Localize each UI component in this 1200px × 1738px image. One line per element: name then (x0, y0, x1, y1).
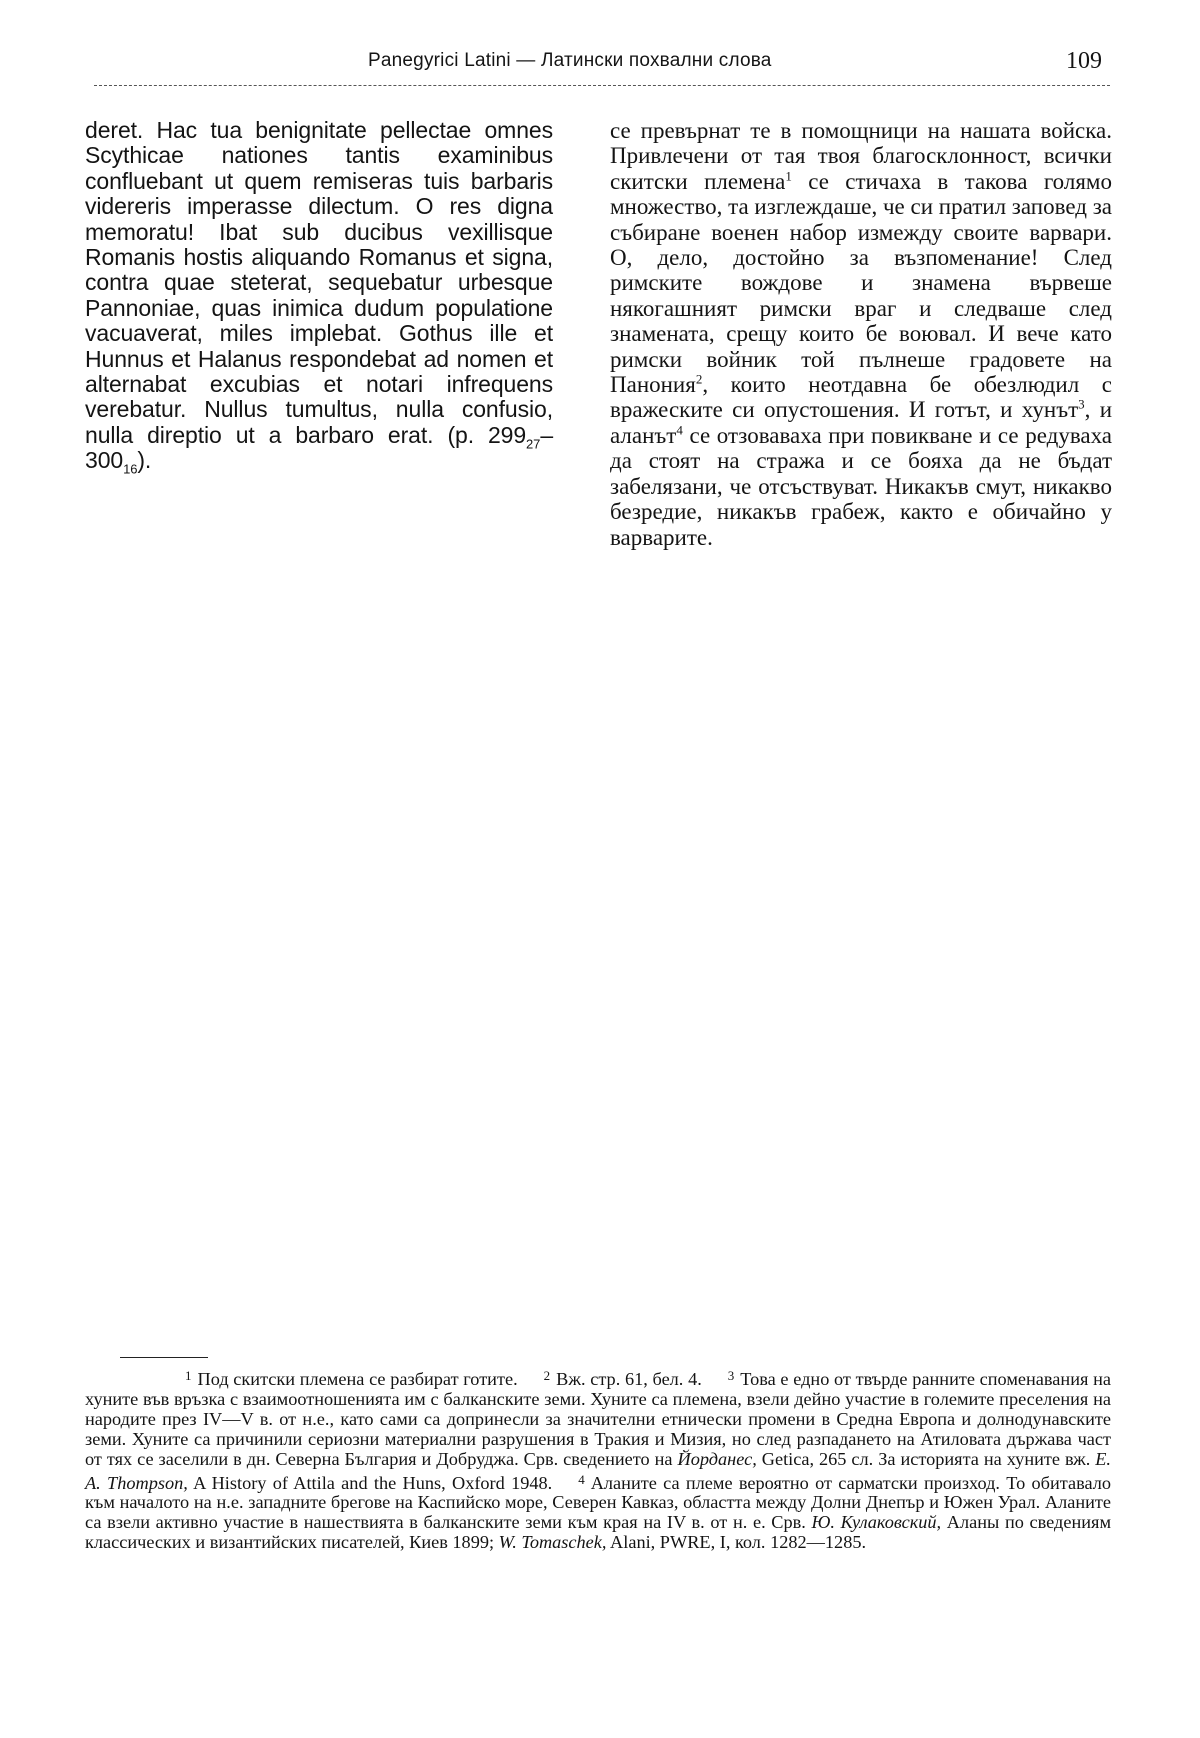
bulgarian-column (610, 118, 1112, 550)
page-number: 109 (1066, 48, 1102, 74)
footnote-3: Това е едно от твърде ранните споменавания на хуните във връзка с взаимоотношенията им с балканските земи. Хуните са племена, взели дейно участие в големите преселения на народите през IV—V в. от н.е., като сами са допринесли за значителни етнически промени в Средна Европа и долнодунавските земи. Хуните са причинили сериозни материални разрушения в Тракия и Мизия, но след разпадането на Атиловата държава част от тях се заселили в дн. Северна България и Добруджа. Срв. сведението на Йорданес, Getica, 265 сл. За историята на хуните вж. E. A. Thompson, A History of Attila and the Huns, Oxford 1948. (85, 1369, 1111, 1493)
running-head (0, 50, 1200, 82)
latin-column (85, 117, 554, 477)
footnote-2: Вж. стр. 61, бел. 4. (556, 1369, 702, 1389)
header-rule (94, 85, 1110, 86)
footnote-ref-4[interactable]: 4 (676, 422, 683, 438)
footnote-ref-1[interactable]: 1 (785, 168, 792, 184)
footnote-4-number: 4 (578, 1471, 585, 1487)
footnotes-paragraph (85, 1366, 1111, 1553)
footnote-ref-2[interactable]: 2 (695, 371, 703, 387)
footnote-rule (120, 1357, 208, 1358)
footnote-4: Аланите са племе вероятно от сарматски произход. То обитавало към началото на н.е. западните брегове на Каспийско море, Северен Кавказ, областта между Долни Днепър и Южен Урал. Аланите са взели активно участие в нашествията в балканските земи към края на IV в. от н. е. Срв. Ю. Кулаковский, Аланы по сведениям классических и византийских писателей, Киев 1899; W. Tomaschek, Alani, PWRE, I, кол. 1282—1285. (85, 1472, 1112, 1553)
latin-paragraph (85, 117, 554, 477)
footnotes (85, 1366, 1111, 1553)
footnote-1: Под скитски племена се разбират готите. (197, 1369, 518, 1389)
citation: (p. $299_{27}-300_{16}$). (85, 421, 554, 477)
bulgarian-paragraph: се превърнат те в помощници на нашата войска. Привлечени от тая твоя благосклонност, всички скитски племена$^1$ се стичаха в такова голямо множество, та изглеждаше, че си пратил заповед за събиране военен набор измежду своите варвари. О, дело, достойно за възпоменание! След римските вождове и знамена вървеше някогашният римски враг и следваше след знамената, срещу които бе воювал. И вече като римски войник той пълнеше градовете на Панония$^2$, които неотдавна бе обезлюдил с вражеските си опустошения. И готът, и хунът$^3$, и аланът$^4$ се отзоваваха при повикване и се редуваха да стоят на стража и се бояха да не бъдат забелязани, че отсъствуват. Никакъв смут, никакво безредие, никакъв грабеж, както е обичайно у варварите. (610, 118, 1113, 550)
footnote-ref-3[interactable]: 3 (1078, 396, 1085, 412)
footnote-2-number: 2 (543, 1368, 551, 1383)
running-title: Panegyrici Latini — Латински похвални слова (368, 50, 772, 71)
footnote-1-number: 1 (185, 1368, 192, 1383)
latin-text: deret. Hac tua benignitate pellectae omnes Scythicae nationes tantis examinibus confluebant ut quem remiseras tuis barbaris videreris imperasse dilectum. O res digna memoratu! Ibat sub ducibus vexillisque Romanis hostis aliquando Romanus et signa, contra quae steterat, sequebatur urbesque Pannoniae, quas inimica dudum populatione vacuaverat, miles implebat. Gothus ille et Hunnus et Halanus respondebat ad nomen et alternabat excubias et notari infrequens verebatur. Nullus tumultus, nulla confusio, nulla direptio ut a barbaro erat. (85, 117, 553, 448)
footnote-3-number: 3 (727, 1368, 735, 1383)
